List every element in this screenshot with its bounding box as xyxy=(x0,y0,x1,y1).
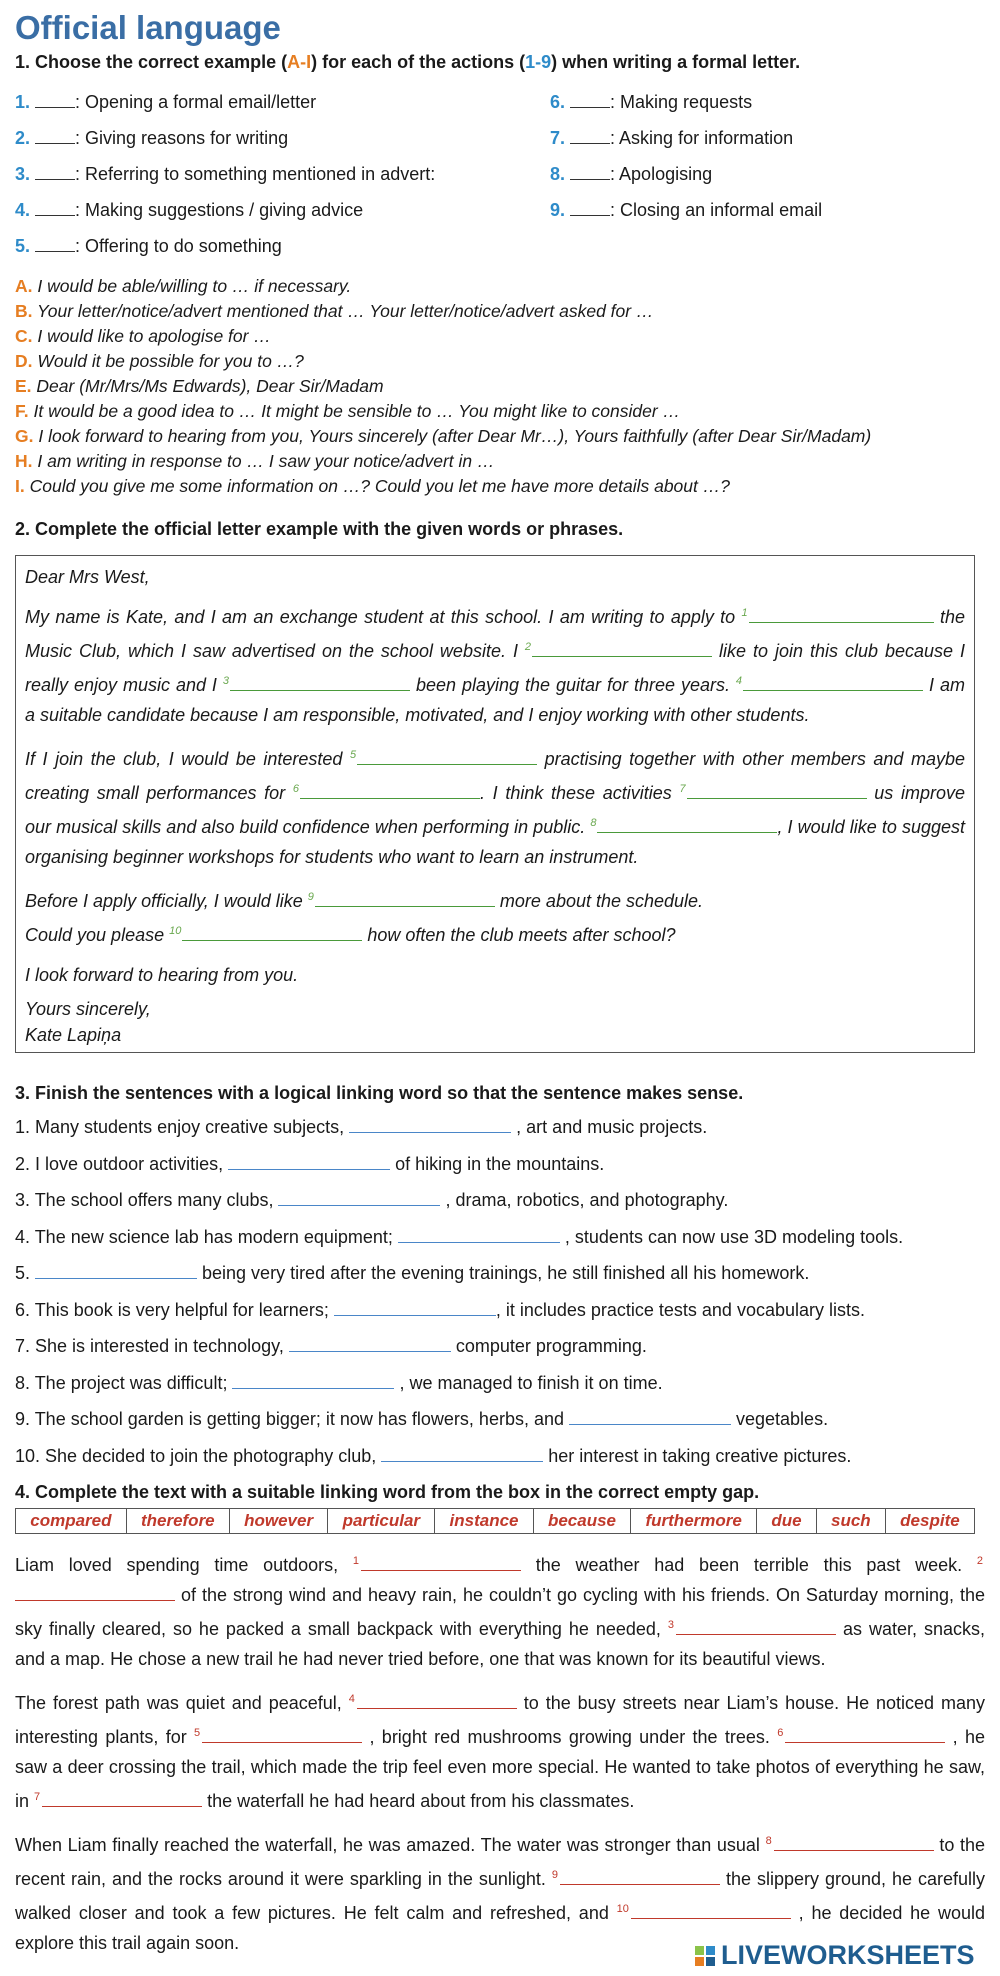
story-gap-1[interactable] xyxy=(361,1555,521,1571)
action-item: 4. : Making suggestions / giving advice xyxy=(15,200,364,220)
section-2-heading: 2. Complete the official letter example with the given words or phrases. xyxy=(15,519,624,539)
example-item: A. I would be able/willing to … if necessary. xyxy=(15,276,352,296)
story-gap-5[interactable] xyxy=(202,1727,362,1743)
letter-name: Kate Lapiņa xyxy=(25,1025,122,1045)
word-option[interactable]: instance xyxy=(435,1509,533,1533)
story-paragraph-1: Liam loved spending time outdoors, $^1$ the weather had been terrible this past week. $^2$ of the strong wind and heavy rain, he couldn’t go cycling with his friends. On Saturday morning, the sky finally cleared, so he packed a small backpack with everything he needed, $^3$ as water, snacks, and a map. He chose a new trail he had never tried before, one that was known for its beautiful views. xyxy=(15,1555,985,1669)
letter-gap-5[interactable] xyxy=(357,747,537,765)
sentence-blank[interactable] xyxy=(232,1373,394,1389)
sentence-blank[interactable] xyxy=(289,1336,451,1352)
story-gap-7[interactable] xyxy=(42,1791,202,1807)
sentence-item: 7. She is interested in technology, computer programming. xyxy=(15,1336,647,1356)
letter-greeting: Dear Mrs West, xyxy=(25,567,150,587)
example-item: B. Your letter/notice/advert mentioned that … Your letter/notice/advert asked for … xyxy=(15,301,654,321)
example-item: C. I would like to apologise for … xyxy=(15,326,271,346)
sentence-blank[interactable] xyxy=(228,1154,390,1170)
word-option[interactable]: particular xyxy=(328,1509,435,1533)
sentence-item: 5. being very tired after the evening trainings, he still finished all his homework. xyxy=(15,1263,810,1283)
word-option[interactable]: compared xyxy=(16,1509,127,1533)
answer-blank[interactable] xyxy=(570,200,610,216)
sentence-blank[interactable] xyxy=(349,1117,511,1133)
answer-blank[interactable] xyxy=(35,164,75,180)
sentence-item: 1. Many students enjoy creative subjects, , art and music projects. xyxy=(15,1117,708,1137)
story-gap-3[interactable] xyxy=(676,1619,836,1635)
sentence-item: 10. She decided to join the photography club, her interest in taking creative pictures. xyxy=(15,1445,852,1466)
letter-paragraph-3: Before I apply officially, I would like $^9$ more about the schedule. xyxy=(25,891,704,911)
sentence-item: 2. I love outdoor activities, of hiking in the mountains. xyxy=(15,1153,605,1174)
story-gap-2[interactable] xyxy=(15,1585,175,1601)
word-option[interactable]: due xyxy=(757,1509,817,1533)
example-item: E. Dear (Mr/Mrs/Ms Edwards), Dear Sir/Madam xyxy=(15,376,384,396)
sentence-item: 4. The new science lab has modern equipment; , students can now use 3D modeling tools. xyxy=(15,1226,904,1247)
section-4-heading: 4. Complete the text with a suitable linking word from the box in the correct empty gap. xyxy=(15,1482,760,1502)
letter-gap-6[interactable] xyxy=(300,781,480,799)
page-title: Official language xyxy=(15,9,281,46)
word-option[interactable]: despite xyxy=(900,1511,960,1530)
sentence-item: 6. This book is very helpful for learners; , it includes practice tests and vocabulary lists. xyxy=(15,1299,865,1320)
letter-box xyxy=(15,555,975,1053)
answer-blank[interactable] xyxy=(570,128,610,144)
logo-mark-icon xyxy=(695,1946,715,1966)
story-gap-4[interactable] xyxy=(357,1693,517,1709)
sentences-list xyxy=(15,1109,985,1474)
answer-blank[interactable] xyxy=(35,128,75,144)
example-item: I. Could you give me some information on …? Could you let me have more details about …? xyxy=(15,476,730,496)
sentence-item: 9. The school garden is getting bigger; it now has flowers, herbs, and vegetables. xyxy=(15,1409,829,1429)
liveworksheets-logo[interactable] xyxy=(695,1940,975,1971)
letter-gap-8[interactable] xyxy=(597,815,777,833)
word-option[interactable]: however xyxy=(230,1509,328,1533)
answer-blank[interactable] xyxy=(35,236,75,252)
letter-gap-4[interactable] xyxy=(743,673,923,691)
example-item: D. Would it be possible for you to …? xyxy=(15,351,304,371)
letter-gap-1[interactable] xyxy=(749,605,934,623)
example-item: G. I look forward to hearing from you, Yours sincerely (after Dear Mr…), Yours faithfully (after Dear Sir/Madam) xyxy=(15,426,872,446)
letter-gap-3[interactable] xyxy=(230,673,410,691)
letter-paragraph-4: Could you please $^{10}$ how often the club meets after school? xyxy=(25,925,676,945)
answer-blank[interactable] xyxy=(35,92,75,108)
letter-paragraph-2: If I join the club, I would be interested $^5$ practising together with other members and maybe creating small performances for $^6$ . I think these activities $^7$ us improve our musical skills and also build confidence when performing in public. $^8$ , I would like to suggest organising beginner workshops for students who want to learn an instrument. xyxy=(25,749,965,867)
action-item: 1. : Opening a formal email/letter xyxy=(15,92,317,112)
action-item: 9. : Closing an informal email xyxy=(550,200,823,220)
example-item: H. I am writing in response to … I saw your notice/advert in … xyxy=(15,451,495,471)
example-item: F. It would be a good idea to … It might be sensible to … You might like to consider … xyxy=(15,401,681,421)
story-gap-6[interactable] xyxy=(785,1727,945,1743)
answer-blank[interactable] xyxy=(570,164,610,180)
letter-gap-9[interactable] xyxy=(315,889,495,907)
action-item: 5. : Offering to do something xyxy=(15,236,282,256)
letter-closing: I look forward to hearing from you. xyxy=(25,965,299,985)
section-1-heading: 1. Choose the correct example (A-I) for each of the actions (1-9) when writing a formal letter. xyxy=(15,52,801,72)
sentence-blank[interactable] xyxy=(278,1190,440,1206)
sentence-item: 8. The project was difficult; , we managed to finish it on time. xyxy=(15,1372,663,1393)
story-paragraph-3: When Liam finally reached the waterfall, he was amazed. The water was stronger than usual $^8$ to the recent rain, and the rocks around it were sparkling in the sunlight. $^9$ the slippery ground, he carefully walked closer and took a few pictures. He felt calm and refreshed, and $^{10}$ , he decided he would explore this trail again soon. xyxy=(15,1835,985,1953)
sentence-blank[interactable] xyxy=(381,1446,543,1462)
action-item: 3. : Referring to something mentioned in advert: xyxy=(15,164,436,184)
letter-gap-2[interactable] xyxy=(532,639,712,657)
action-item: 8. : Apologising xyxy=(550,164,713,184)
sentence-item: 3. The school offers many clubs, , drama, robotics, and photography. xyxy=(15,1190,729,1210)
actions-list xyxy=(15,84,985,264)
worksheet xyxy=(15,8,985,1958)
action-item: 7. : Asking for information xyxy=(550,128,794,148)
letter-gap-7[interactable] xyxy=(687,781,867,799)
story-gap-10[interactable] xyxy=(631,1903,791,1919)
story-paragraph-2: The forest path was quiet and peaceful, $^4$ to the busy streets near Liam’s house. He noticed many interesting plants, for $^5$ , bright red mushrooms growing under the trees. $^6$ , he saw a deer crossing the trail, which made the trip feel even more special. He wanted to take photos of everything he saw, in $^7$ the waterfall he had heard about from his classmates. xyxy=(15,1693,986,1811)
word-option[interactable]: therefore xyxy=(127,1509,230,1533)
examples-list xyxy=(15,274,985,499)
story-gap-9[interactable] xyxy=(560,1869,720,1885)
logo-text: LIVEWORKSHEETS xyxy=(721,1940,975,1970)
word-option[interactable]: because xyxy=(534,1509,632,1533)
sentence-blank[interactable] xyxy=(35,1263,197,1279)
letter-signoff: Yours sincerely, xyxy=(25,999,151,1019)
word-option[interactable]: furthermore xyxy=(631,1509,757,1533)
action-item: 2. : Giving reasons for writing xyxy=(15,128,289,148)
word-option[interactable]: such xyxy=(817,1509,886,1533)
answer-blank[interactable] xyxy=(570,92,610,108)
letter-paragraph-1: My name is Kate, and I am an exchange student at this school. I am writing to apply to $^1$ the Music Club, which I saw advertised on the school website. I $^2$ like to join this club because I really enjoy music and I $^3$ been playing the guitar for three years. $^4$ I am a suitable candidate because I am responsible, motivated, and I enjoy working with other students. xyxy=(25,607,965,725)
section-3-heading: 3. Finish the sentences with a logical linking word so that the sentence makes sense. xyxy=(15,1083,744,1103)
story-gap-8[interactable] xyxy=(774,1835,934,1851)
sentence-blank[interactable] xyxy=(569,1409,731,1425)
word-box xyxy=(15,1508,975,1534)
answer-blank[interactable] xyxy=(35,200,75,216)
action-item: 6. : Making requests xyxy=(550,92,753,112)
sentence-blank[interactable] xyxy=(398,1227,560,1243)
sentence-blank[interactable] xyxy=(334,1300,496,1316)
letter-gap-10[interactable] xyxy=(182,923,362,941)
